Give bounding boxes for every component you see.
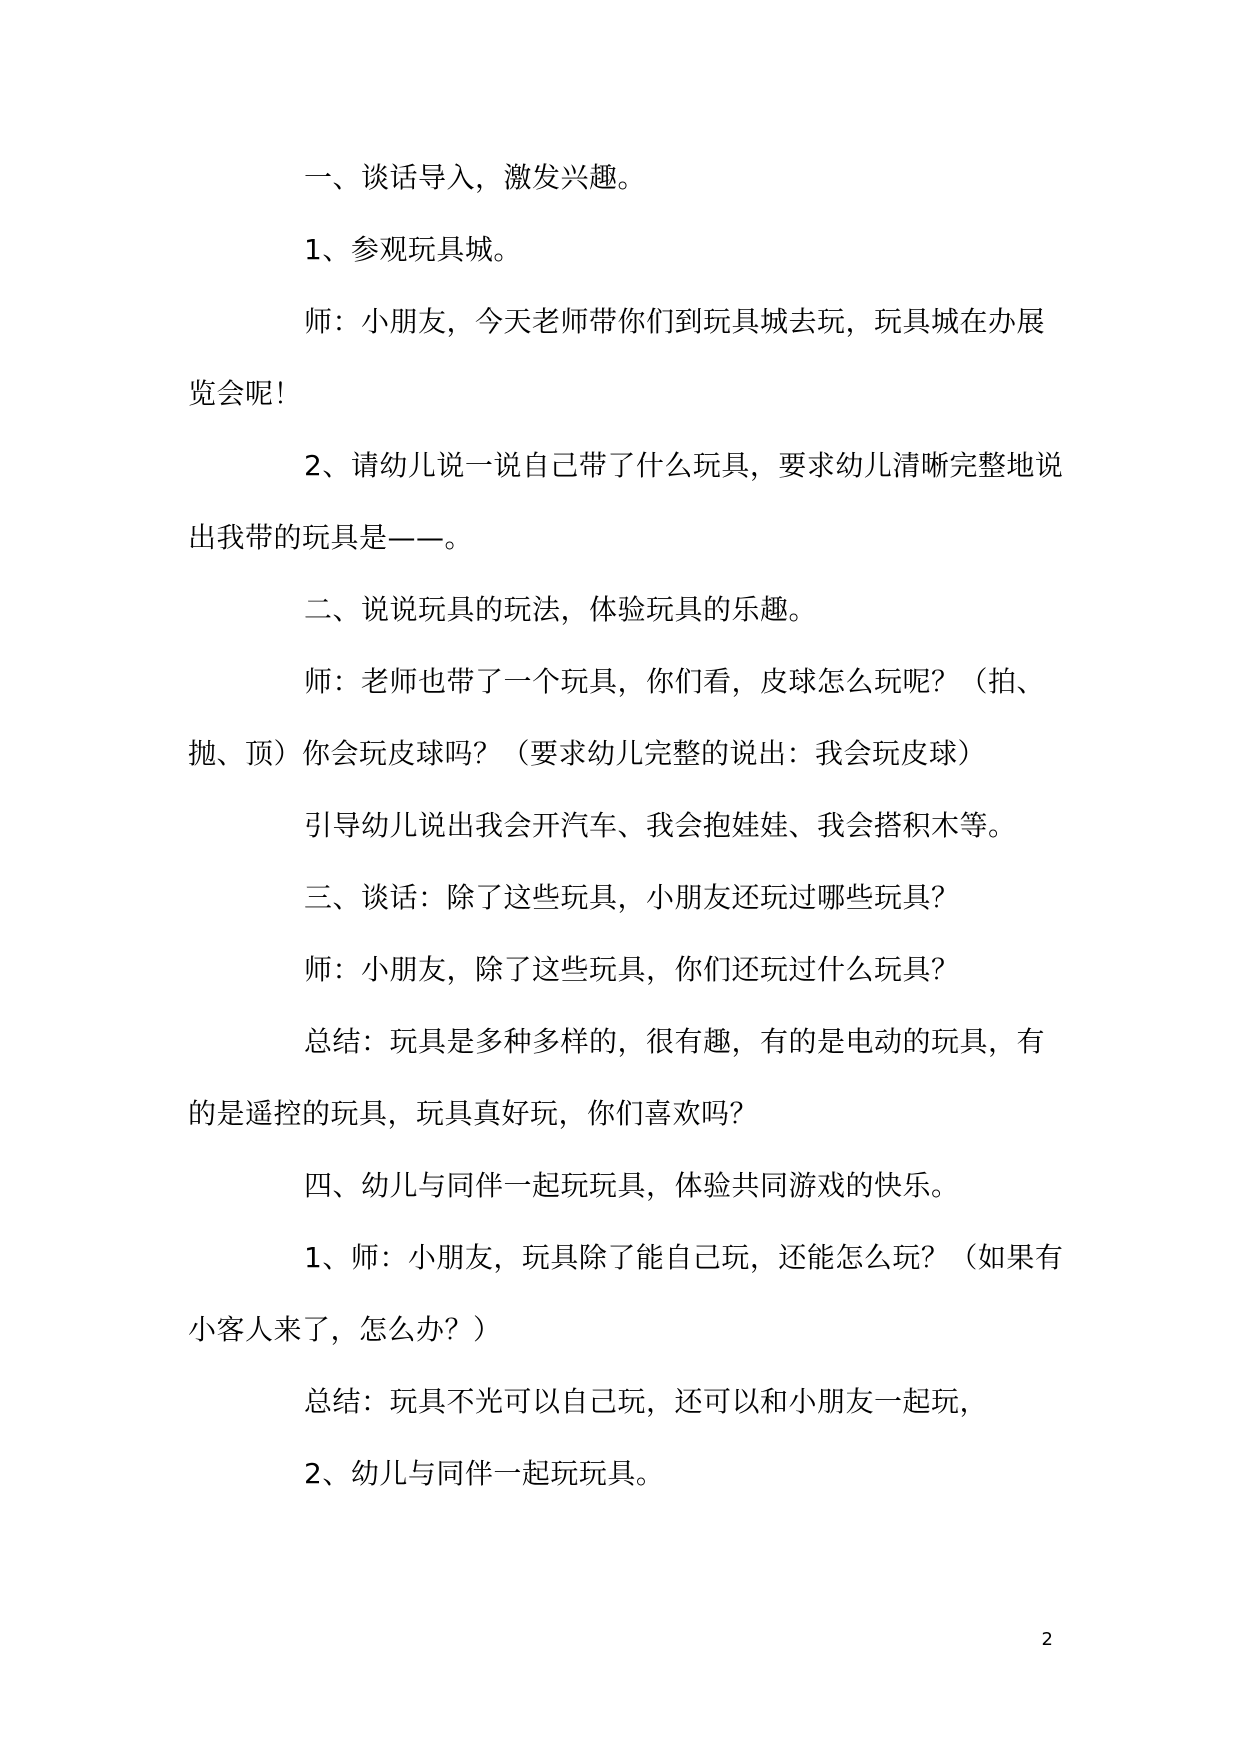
paragraph: 师：小朋友，除了这些玩具，你们还玩过什么玩具？ bbox=[304, 953, 960, 986]
paragraph: 二、说说玩具的玩法，体验玩具的乐趣。 bbox=[304, 593, 818, 626]
paragraph: 总结：玩具不光可以自己玩，还可以和小朋友一起玩， bbox=[304, 1385, 989, 1418]
document-body bbox=[188, 142, 1064, 1510]
paragraph: 师：小朋友，今天老师带你们到玩具城去玩，玩具城在办展览会呢！ bbox=[188, 305, 1046, 410]
paragraph: 四、幼儿与同伴一起玩玩具，体验共同游戏的快乐。 bbox=[304, 1169, 960, 1202]
paragraph: 总结：玩具是多种多样的，很有趣，有的是电动的玩具，有的是遥控的玩具，玩具真好玩，你们喜欢吗？ bbox=[188, 1025, 1046, 1130]
page-number: 2 bbox=[1041, 1629, 1053, 1650]
paragraph: 2、请幼儿说一说自己带了什么玩具，要求幼儿清晰完整地说出我带的玩具是——。 bbox=[188, 449, 1064, 554]
paragraph: 三、谈话：除了这些玩具，小朋友还玩过哪些玩具？ bbox=[304, 881, 960, 914]
paragraph: 师：老师也带了一个玩具，你们看，皮球怎么玩呢？（拍、抛、顶）你会玩皮球吗？（要求幼儿完整的说出：我会玩皮球） bbox=[188, 665, 1046, 770]
paragraph: 引导幼儿说出我会开汽车、我会抱娃娃、我会搭积木等。 bbox=[304, 809, 1017, 842]
paragraph: 一、谈话导入，激发兴趣。 bbox=[304, 161, 647, 194]
paragraph: 1、参观玩具城。 bbox=[304, 233, 522, 266]
paragraph: 2、幼儿与同伴一起玩玩具。 bbox=[304, 1457, 665, 1490]
paragraph: 1、师：小朋友，玩具除了能自己玩，还能怎么玩？（如果有小客人来了，怎么办？） bbox=[188, 1241, 1064, 1346]
